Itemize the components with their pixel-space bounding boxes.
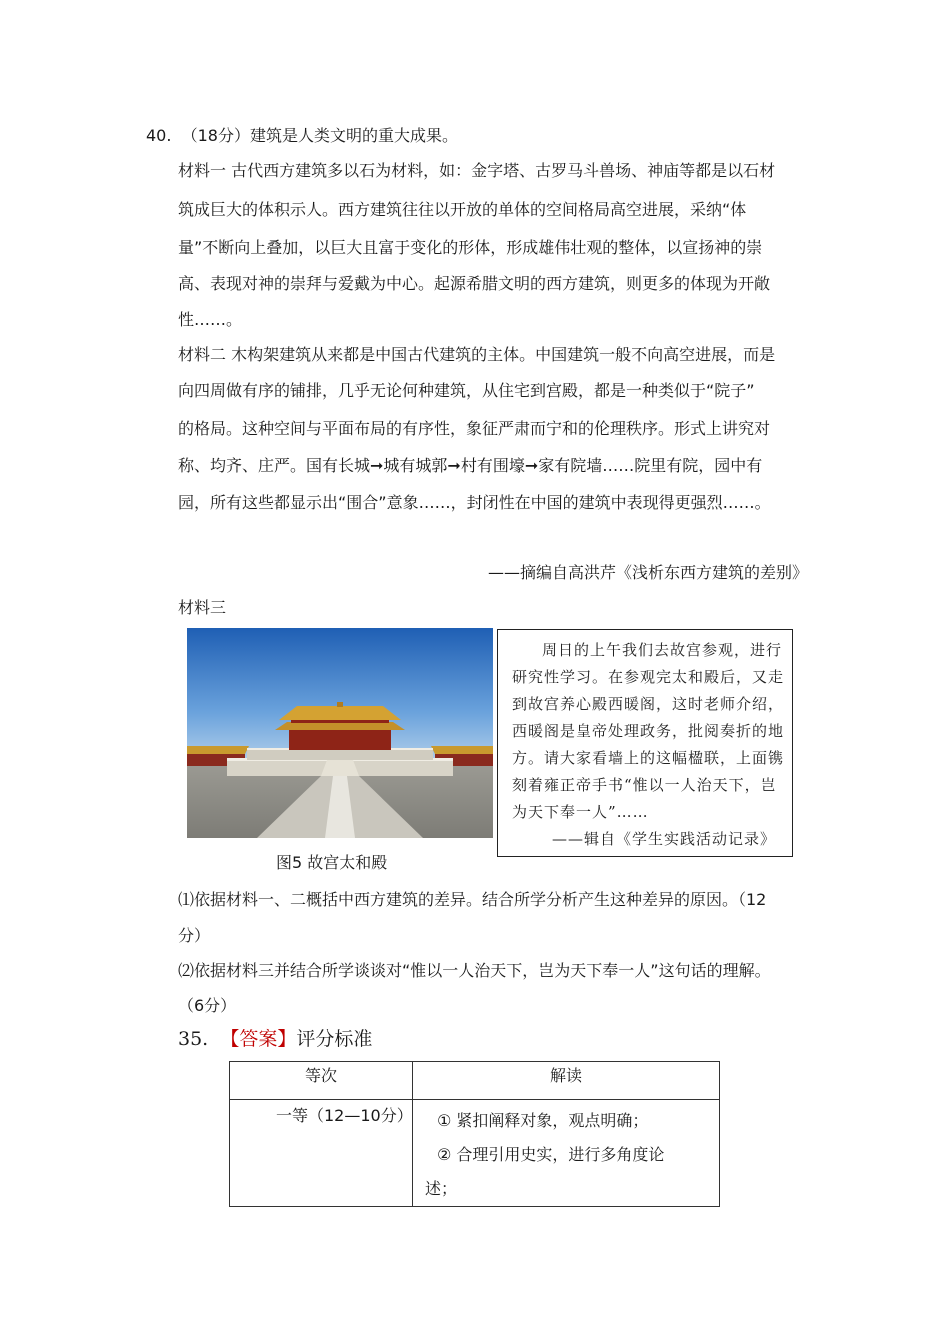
material2-line: 称、均齐、庄严。国有长城➞城有城郭➞村有围壕➞家有院墙……院里有院，园中有 xyxy=(178,456,763,475)
material1-line: 量”不断向上叠加，以巨大且富于变化的形体，形成雄伟壮观的整体，以宣扬神的崇 xyxy=(178,238,763,257)
table-header-row xyxy=(230,1062,720,1100)
column-header-interpretation: 解读 xyxy=(413,1062,720,1100)
note-line: 研究性学习。在参观完太和殿后，又走 xyxy=(512,668,785,686)
material1-line: 性……。 xyxy=(178,310,243,329)
note-line: 周日的上午我们去故宫参观，进行 xyxy=(542,641,783,659)
subquestion-1-line: ⑴依据材料一、二概括中西方建筑的差异。结合所学分析产生这种差异的原因。（12 xyxy=(178,890,767,909)
note-line: 方。请大家看墙上的这幅楹联，上面镌 xyxy=(512,749,785,767)
material2-line: 园，所有这些都显示出“围合”意象……，封闭性在中国的建筑中表现得更强烈……。 xyxy=(178,493,771,512)
material1-line: 筑成巨大的体积示人。西方建筑往往以开放的单体的空间格局高空进展，采纳“体 xyxy=(178,200,747,219)
material3-label: 材料三 xyxy=(178,598,227,617)
table-row xyxy=(230,1100,720,1207)
note-box xyxy=(497,629,793,857)
material1-line: 高、表现对神的崇拜与爱戴为中心。起源希腊文明的西方建筑，则更多的体现为开敞 xyxy=(178,274,771,293)
answer-heading xyxy=(178,1027,372,1051)
material1-line: 材料一 古代西方建筑多以石为材料，如：金字塔、古罗马斗兽场、神庙等都是以石材 xyxy=(178,161,776,180)
subquestion-1-line: 分） xyxy=(178,926,211,945)
note-line: 到故宫养心殿西暖阁，这时老师介绍， xyxy=(512,695,785,713)
source-citation: ——摘编自高洪芹《浅析东西方建筑的差别》 xyxy=(487,563,808,582)
note-source: ——辑自《学生实践活动记录》 xyxy=(551,830,776,848)
criterion-line: ② 合理引用史实，进行多角度论 xyxy=(437,1145,665,1164)
material2-line: 材料二 木构架建筑从来都是中国古代建筑的主体。中国建筑一般不向高空进展，而是 xyxy=(178,345,776,364)
grading-table xyxy=(229,1061,720,1207)
column-header-grade: 等次 xyxy=(230,1062,413,1100)
subquestion-2-line: ⑵依据材料三并结合所学谈谈对“惟以一人治天下，岂为天下奉一人”这句话的理解。 xyxy=(178,961,771,980)
note-line: 西暖阁是皇帝处理政务，批阅奏折的地 xyxy=(512,722,785,740)
subquestion-2-line: （6分） xyxy=(178,996,237,1015)
note-line: 为天下奉一人”…… xyxy=(512,803,649,821)
criterion-line: 述； xyxy=(425,1179,458,1198)
answer-title: 评分标准 xyxy=(296,1028,373,1050)
question-number: 40. xyxy=(146,126,172,145)
material2-line: 的格局。这种空间与平面布局的有序性，象征严肃而宁和的伦理秩序。形式上讲究对 xyxy=(178,419,771,438)
interpretation-cell xyxy=(413,1100,720,1207)
figure-caption: 图5 故宫太和殿 xyxy=(276,853,388,872)
answer-tag: 【答案】 xyxy=(220,1028,297,1050)
note-line: 刻着雍正帝手书“惟以一人治天下，岂 xyxy=(512,776,777,794)
criterion-line: ① 紧扣阐释对象，观点明确； xyxy=(437,1111,649,1130)
answer-number: 35. xyxy=(178,1028,209,1050)
palace-photo xyxy=(187,628,493,838)
question-intro: （18分）建筑是人类文明的重大成果。 xyxy=(181,126,458,145)
question-stem xyxy=(146,126,458,146)
material2-line: 向四周做有序的铺排，几乎无论何种建筑，从住宅到宫殿，都是一种类似于“院子” xyxy=(178,381,755,400)
grade-cell: 一等（12—10分） xyxy=(230,1100,413,1207)
